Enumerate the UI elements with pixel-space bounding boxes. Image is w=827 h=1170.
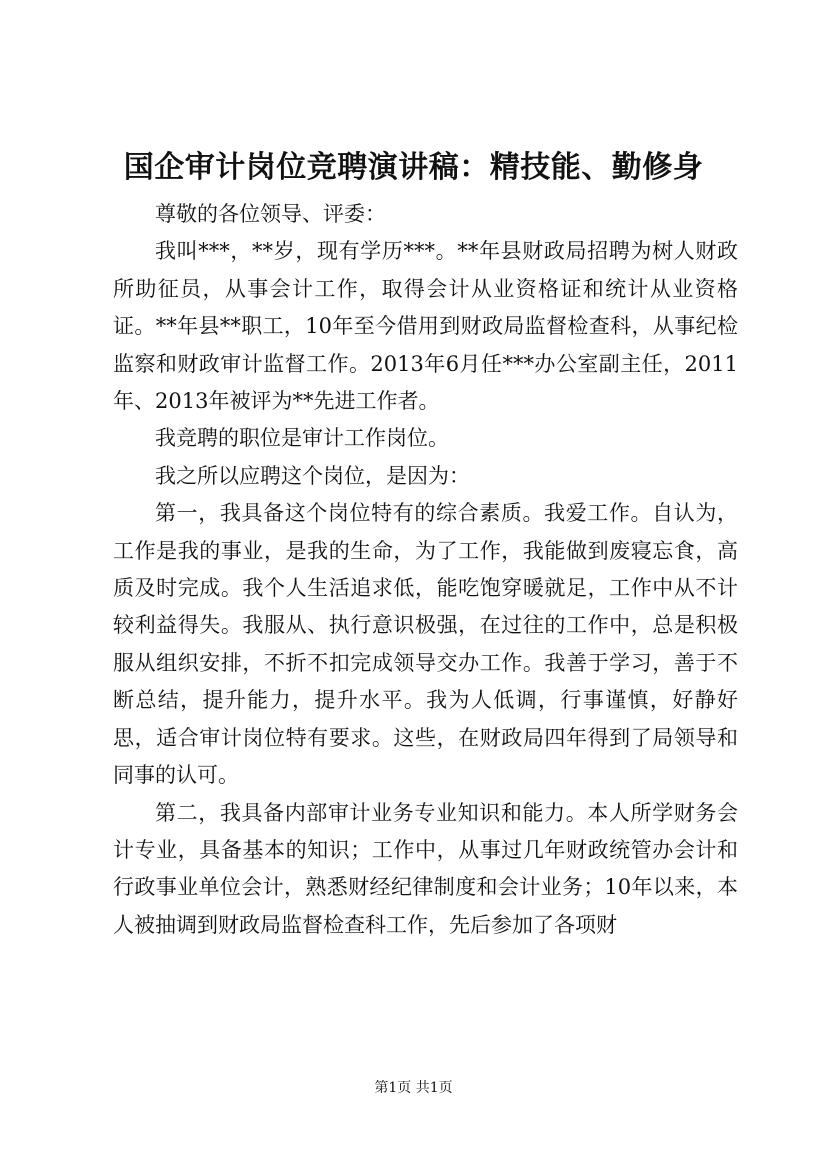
paragraph-reason-intro: 我之所以应聘这个岗位，是因为： [155,463,470,488]
document-body [113,196,738,944]
paragraph-reason-one: 第一，我具备这个岗位特有的综合素质。我爱工作。自认为，工作是我的事业，是我的生命，为了工作，我能做到废寝忘食，高质及时完成。我个人生活追求低，能吃饱穿暖就足，工作中从不计较利益得失。我服从、执行意识极强，在过往的工作中，总是积极服从组织安排，不折不扣完成领导交办工作。我善于学习，善于不断总结，提升能力，提升水平。我为人低调，行事谨慎，好静好思，适合审计岗位特有要求。这些，在财政局四年得到了局领导和同事的认可。 [113,501,738,788]
paragraph-position: 我竞聘的职位是审计工作岗位。 [155,426,449,451]
document-title: 国企审计岗位竞聘演讲稿：精技能、勤修身 [123,150,704,185]
paragraph-salutation: 尊敬的各位领导、评委： [155,202,386,226]
page-number-footer: 第1页 共1页 [374,1080,453,1096]
paragraph-reason-two: 第二，我具备内部审计业务专业知识和能力。本人所学财务会计专业，具备基本的知识；工作中，从事过几年财政统管办会计和行政事业单位会计，熟悉财经纪律制度和会计业务；10年以来，本人被抽调到财政局监督检查科工作，先后参加了各项财 [113,800,738,937]
paragraph-self-intro: 我叫***，**岁，现有学历***。**年县财政局招聘为树人财政所助征员，从事会计工作，取得会计从业资格证和统计从业资格证。**年县**职工，10年至今借用到财政局监督检查科，从事纪检监察和财政审计监督工作。2013年6月任***办公室副主任，2011年、2013年被评为**先进工作者。 [113,239,738,414]
